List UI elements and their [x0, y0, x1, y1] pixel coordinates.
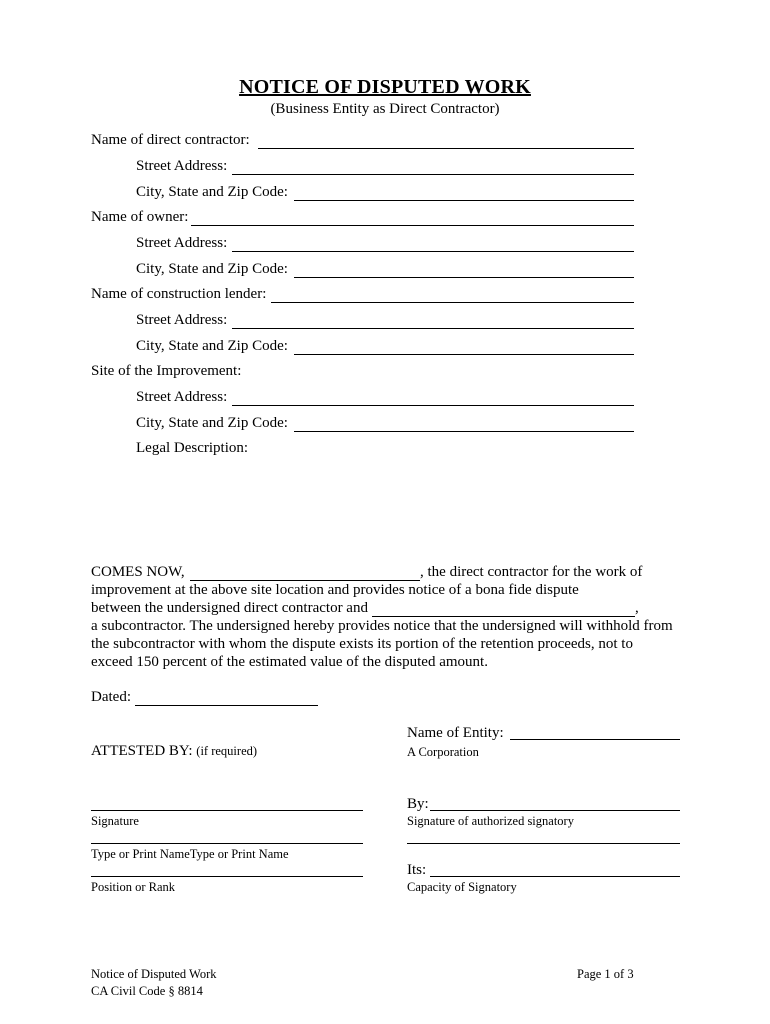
comes-now-label: COMES NOW, — [91, 564, 185, 580]
contractor-city-line[interactable] — [294, 200, 634, 201]
document-title: NOTICE OF DISPUTED WORK — [239, 76, 531, 98]
site-street-label: Street Address: — [136, 389, 228, 405]
footer-doc-name: Notice of Disputed Work — [91, 967, 217, 981]
attested-signature-label: Signature — [91, 814, 139, 828]
its-label: Its: — [407, 862, 427, 878]
owner-street-label: Street Address: — [136, 235, 228, 251]
body-line-5: the subcontractor with whom the dispute exists its portion of the retention proceeds, not to — [91, 636, 633, 652]
body-comma: , — [635, 600, 639, 616]
body-line-2: improvement at the above site location and provides notice of a bona fide dispute — [91, 582, 579, 598]
owner-label: Name of owner: — [91, 209, 189, 225]
body-line-6: exceed 150 percent of the estimated value of the disputed amount. — [91, 654, 488, 670]
body-line-3: between the undersigned direct contractor and — [91, 600, 368, 616]
owner-city-label: City, State and Zip Code: — [136, 261, 288, 277]
authorized-signatory-line-2[interactable] — [407, 843, 680, 844]
attested-label — [91, 743, 257, 760]
site-city-line[interactable] — [294, 431, 634, 432]
attested-position-line[interactable] — [91, 876, 363, 877]
dated-line[interactable] — [135, 705, 318, 706]
lender-street-line[interactable] — [232, 328, 634, 329]
owner-line[interactable] — [191, 225, 634, 226]
contractor-city-label: City, State and Zip Code: — [136, 184, 288, 200]
corporation-label: A Corporation — [407, 745, 479, 759]
direct-contractor-line[interactable] — [258, 148, 634, 149]
by-label: By: — [407, 796, 429, 812]
attested-note: (if required) — [196, 744, 258, 758]
contractor-street-label: Street Address: — [136, 158, 228, 174]
entity-name-line[interactable] — [510, 739, 680, 740]
attested-by-text: ATTESTED BY: — [91, 743, 193, 759]
direct-contractor-label: Name of direct contractor: — [91, 132, 250, 148]
subcontractor-line[interactable] — [372, 616, 635, 617]
comes-now-line[interactable] — [190, 580, 420, 581]
legal-description-label: Legal Description: — [136, 440, 249, 456]
body-line-4: a subcontractor. The undersigned hereby provides notice that the undersigned will withhold from — [91, 618, 673, 634]
document-subtitle: (Business Entity as Direct Contractor) — [270, 101, 500, 117]
lender-street-label: Street Address: — [136, 312, 228, 328]
dated-label: Dated: — [91, 689, 131, 705]
lender-label: Name of construction lender: — [91, 286, 267, 302]
authorized-signatory-label: Signature of authorized signatory — [407, 814, 574, 828]
contractor-street-line[interactable] — [232, 174, 634, 175]
owner-city-line[interactable] — [294, 277, 634, 278]
lender-city-line[interactable] — [294, 354, 634, 355]
attested-name-line[interactable] — [91, 843, 363, 844]
lender-city-label: City, State and Zip Code: — [136, 338, 288, 354]
site-city-label: City, State and Zip Code: — [136, 415, 288, 431]
footer-code: CA Civil Code § 8814 — [91, 984, 203, 998]
lender-line[interactable] — [271, 302, 634, 303]
attested-name-label: Type or Print NameType or Print Name — [91, 847, 289, 861]
capacity-label: Capacity of Signatory — [407, 880, 517, 894]
comes-now-cont: , the direct contractor for the work of — [420, 564, 643, 580]
footer-page-number: Page 1 of 3 — [577, 967, 634, 981]
its-line[interactable] — [430, 876, 680, 877]
entity-name-label: Name of Entity: — [407, 725, 504, 741]
owner-street-line[interactable] — [232, 251, 634, 252]
site-street-line[interactable] — [232, 405, 634, 406]
by-line[interactable] — [430, 810, 680, 811]
site-label: Site of the Improvement: — [91, 363, 242, 379]
attested-position-label: Position or Rank — [91, 880, 176, 894]
attested-signature-line[interactable] — [91, 810, 363, 811]
